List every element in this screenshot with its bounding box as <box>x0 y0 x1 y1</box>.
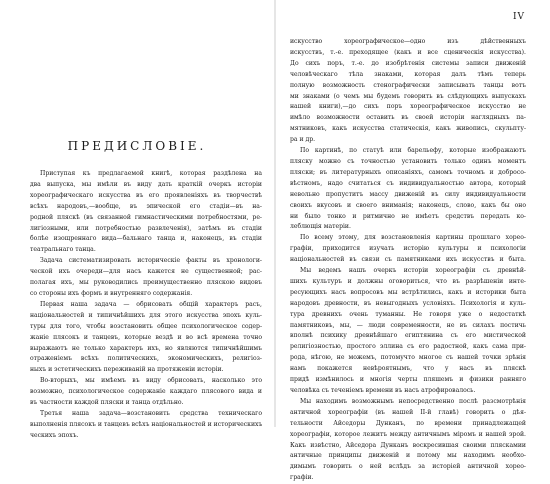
text-line: графіи. <box>290 474 314 482</box>
text-line: родной пляскѣ (въ связанной гимнастическими потребностями, ре- <box>30 213 262 221</box>
text-line: въ частности каждой пляски и танца отдѣльно. <box>30 399 184 407</box>
page-heading: ПРЕДИСЛОВІЕ. <box>67 139 207 153</box>
text-line: религіозностью, простого эллина съ его радостной, какъ сама при- <box>290 343 526 351</box>
text-line: намъ покажется невѣроятнымъ, что у насъ въ пляскѣ <box>290 365 526 373</box>
text-line: болѣе изощреннаго вида—бальнаго танца и, наконецъ, въ стадіи <box>30 235 262 243</box>
text-line: По всему этому, для возстановленія картины прошлаго хорео- <box>300 234 526 242</box>
text-line: ческой ихъ очереди—для насъ кажется не существенной; рас- <box>30 268 262 276</box>
text-line: вѣстномъ, надо считаться съ индивидуальностью автора, который <box>290 179 526 187</box>
text-line: полную возможность стенографически записывать танцы вотъ <box>290 81 526 89</box>
text-line: искусствъ, т.-е. преходящее (какъ и все сценическія искусства). <box>290 48 526 56</box>
text-line: возможно, психологическое содержаніе каждаго плясового вида и <box>30 388 262 396</box>
text-line: національностей въ связи съ памятниками ихъ искусствъ и быта. <box>290 256 526 264</box>
text-line: Приступая къ предлагаемой книгѣ, которая раздѣлена на <box>40 170 262 177</box>
text-line: ческихъ эпохъ. <box>30 431 79 439</box>
text-line: Во-вторыхъ, мы имѣемъ въ виду обрисовать, насколько это <box>40 377 262 385</box>
text-line: человѣка съ теченіемъ времени въ насъ атрофировалось. <box>290 387 476 394</box>
text-line: отраженіемъ всѣхъ политическихъ, экономическихъ, религіоз- <box>30 355 262 363</box>
text-line: тельности Айседоры Дунканъ, по времени принадлежащей <box>290 419 526 427</box>
text-line: ра и др. <box>290 136 316 144</box>
text-line: памятниковъ, мы, — люди современности, не въ силахъ постичь <box>290 321 526 329</box>
text-line: рода, нѣгою, не можемъ, потомучто многое съ нашей точки зрѣнія <box>290 354 526 362</box>
text-line: всѣхъ народовъ,—вообще, въ эпической его стадіи—въ на- <box>30 202 262 210</box>
text-line: шихъ культуръ и должны оговориться, что въ разрѣшеніи инте- <box>290 277 526 285</box>
text-line: туры для того, чтобы возстановить общее психологическое содер- <box>30 322 262 330</box>
text-line: До сихъ поръ, т.-е. до изобрѣтенія системы записи движеній <box>290 59 526 67</box>
text-line: два выпуска, мы имѣли въ виду дать краткій очеркъ исторіи <box>30 180 262 188</box>
text-line: ныхъ и эстетическихъ переживаній на протяженіи исторіи. <box>30 366 224 374</box>
text-line: своихъ вкусовъ и своего вниманія; наконецъ, слово, какъ бы оно <box>290 201 526 209</box>
text-line: античные принципы движеній и потому мы находимъ необхо- <box>290 452 526 460</box>
text-line: нашей книги),—до сихъ поръ хореографическое искусство не <box>290 103 526 111</box>
text-line: полагая ихъ, мы руководились преимущественно пляскою видовъ <box>30 279 262 287</box>
text-line: искусство хореографическое—одно изъ дѣйственныхъ <box>290 38 526 45</box>
text-line: ни было тонко и ритмично не имѣетъ средствъ передать ко- <box>290 212 526 220</box>
text-line: мятниковъ, какъ искусства статическія, какъ живопись, скульпту- <box>290 125 526 133</box>
text-line: придѣ измѣнилось и многія черты пляшемъ и физики ранняго <box>290 376 526 384</box>
text-line: хореографіи, которое лежитъ между античнымъ міромъ и нашей эрой. <box>290 430 526 438</box>
left-page <box>0 0 274 439</box>
text-line: выполненія плясокъ и танцевъ всѣхъ національностей и историческихъ <box>30 420 262 428</box>
text-line: ми знаками (о чемъ мы будемъ говорить въ слѣдующихъ выпускахъ <box>290 92 526 100</box>
text-line: лигіозными, или потребностью развлеченія), затѣмъ въ стадіи <box>30 224 262 232</box>
text-line: театральнаго танца. <box>30 246 96 254</box>
text-line: народовъ древности, въ невыгодныхъ условіяхъ. Психологія и куль- <box>290 299 526 307</box>
text-line: невольно пропуститъ массу движеній въ силу индивидуальности <box>290 190 526 198</box>
text-line: тура древнихъ очень туманны. Не говоря уже о недостаткѣ <box>290 310 526 318</box>
text-line: Задача систематизировать историческіе факты въ хронологи- <box>40 257 262 265</box>
text-line: выражаютъ не только характеръ ихъ, но являются типичнѣйшимъ <box>30 344 262 352</box>
right-page <box>276 0 550 482</box>
text-line: димымъ говорить о ней вслѣдъ за исторіей античной хорео- <box>290 463 526 471</box>
text-line: Какъ извѣстно, Айседора Дунканъ воскресившая своими пляскамии <box>290 441 526 449</box>
text-line: античной хореографіи (въ нашей II-й главѣ) говорить о дѣя- <box>290 408 526 416</box>
text-line: хореографическаго искусства въ его проявленіяхъ въ творчествѣ <box>30 191 262 199</box>
text-line: леблющія матеріи. <box>290 223 351 231</box>
right-page-text <box>290 37 526 484</box>
left-page-text <box>30 169 262 442</box>
text-line: національностей и типичнѣйшихъ для этого искусства эпохъ куль- <box>30 311 262 319</box>
text-line: имѣло возможности оставить въ своей исторіи наглядныхъ па- <box>290 114 526 122</box>
text-line: По картинѣ, по статуѣ или барельефу, которые изображаютъ <box>300 147 526 155</box>
text-line: ресующихъ насъ вопросовъ мы встрѣтились, какъ и историки быта <box>290 288 526 296</box>
text-line: жаніе плясокъ и танцевъ, которые вездѣ и во всѣ времена точно <box>30 333 262 341</box>
text-line: Третья наша задача—возстановить средства техническаго <box>40 409 262 417</box>
text-line: пляски; въ литературныхъ описаніяхъ, самомъ точномъ и добросо- <box>290 168 526 176</box>
text-line: человѣческаго тѣла знаками, которая далъ тѣмъ теперь <box>290 70 526 78</box>
text-line: со стороны ихъ формъ и внутренняго содержанія. <box>30 289 193 297</box>
page-number: IV <box>513 12 526 22</box>
text-line: вполнѣ психику древнѣйшаго египтянина съ его мистической <box>290 332 526 340</box>
text-line: графіи, приходится изучать исторію культуры и психологіи <box>290 245 526 253</box>
text-line: Мы находимъ возможнымъ непосредственно послѣ разсмотрѣнія <box>300 397 526 405</box>
text-line: пляску можно съ точностью установить только одинъ моментъ <box>290 157 526 165</box>
text-line: Мы ведемъ нашъ очеркъ исторіи хореографіи съ древнѣй- <box>300 267 526 275</box>
text-line: Первая наша задача — обрисовать общій характеръ расъ, <box>40 300 262 308</box>
